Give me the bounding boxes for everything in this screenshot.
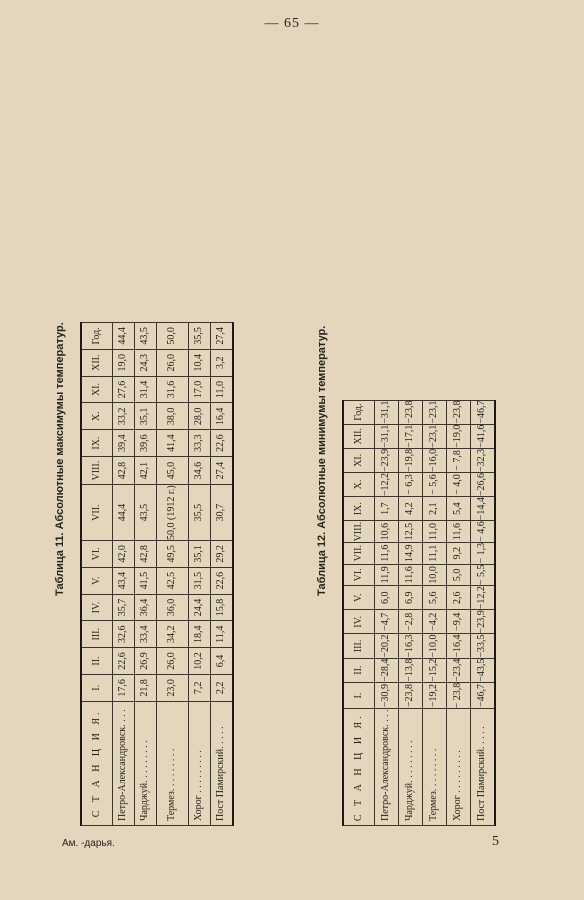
- value-cell: 29,2: [211, 540, 233, 567]
- value-cell: 11,6: [399, 564, 423, 586]
- value-cell: −16,3: [399, 634, 423, 658]
- value-cell: −41,6: [471, 424, 495, 448]
- value-cell: 11,0: [211, 376, 233, 403]
- value-cell: −19,8: [399, 448, 423, 472]
- signature-number: 5: [492, 834, 499, 849]
- table-row: [113, 323, 135, 826]
- value-cell: −20,2: [375, 634, 399, 658]
- table-12-grid: [342, 400, 496, 826]
- station-name: Хорог . . . . . . . . .: [189, 701, 211, 825]
- value-cell: −13,8: [399, 658, 423, 682]
- month-header: XII.: [343, 424, 375, 448]
- value-cell: −32,3: [471, 448, 495, 472]
- value-cell: −15,2: [423, 658, 447, 682]
- station-header: С Т А Н Ц И Я.: [81, 701, 113, 825]
- month-header: II.: [343, 658, 375, 682]
- value-cell: −28,4: [375, 658, 399, 682]
- month-header: XI.: [343, 448, 375, 472]
- value-cell: −17,1: [399, 424, 423, 448]
- value-cell: 43,4: [113, 567, 135, 594]
- value-cell: − 4,6: [471, 521, 495, 543]
- value-cell: 19,0: [113, 349, 135, 376]
- value-cell: − 7,8: [447, 448, 471, 472]
- table-row: [447, 400, 471, 825]
- table-row: [399, 400, 423, 825]
- value-cell: 33,4: [135, 621, 157, 648]
- value-cell: 17,6: [113, 674, 135, 701]
- value-cell: − 5,6: [423, 472, 447, 496]
- value-cell: −16,4: [447, 634, 471, 658]
- month-header: X.: [343, 472, 375, 496]
- value-cell: 11,9: [375, 564, 399, 586]
- value-cell: −31,1: [375, 424, 399, 448]
- station-name: Термез. . . . . . . . .: [157, 701, 189, 825]
- value-cell: −12,2: [471, 586, 495, 610]
- value-cell: 34,6: [189, 457, 211, 485]
- value-cell: 42,0: [113, 540, 135, 567]
- month-header: VI.: [81, 540, 113, 567]
- value-cell: 24,4: [189, 594, 211, 621]
- month-header: XI.: [81, 376, 113, 403]
- value-cell: 11,1: [423, 542, 447, 564]
- value-cell: 11,6: [447, 521, 471, 543]
- month-header: V.: [343, 586, 375, 610]
- value-cell: − 5,5: [471, 564, 495, 586]
- value-cell: −23,9: [375, 448, 399, 472]
- value-cell: 11,0: [423, 521, 447, 543]
- value-cell: − 1,3: [471, 542, 495, 564]
- value-cell: −33,5: [471, 634, 495, 658]
- value-cell: −43,5: [471, 658, 495, 682]
- value-cell: 35,1: [189, 540, 211, 567]
- value-cell: 28,0: [189, 403, 211, 430]
- table-11-caption: Таблица 11. Абсолютные максимумы температур.: [54, 322, 66, 596]
- value-cell: −12,2: [375, 472, 399, 496]
- value-cell: 45,0: [157, 457, 189, 485]
- value-cell: 4,2: [399, 497, 423, 521]
- value-cell: 10,6: [375, 521, 399, 543]
- value-cell: 24,3: [135, 349, 157, 376]
- value-cell: 22,6: [211, 567, 233, 594]
- value-cell: 49,5: [157, 540, 189, 567]
- value-cell: 39,4: [113, 430, 135, 457]
- value-cell: 44,4: [113, 485, 135, 541]
- month-header: IX.: [81, 430, 113, 457]
- table-11-grid: [80, 322, 234, 826]
- value-cell: −16,0: [423, 448, 447, 472]
- station-name: Чарджуй. . . . . . . . .: [399, 709, 423, 826]
- value-cell: −30,9: [375, 682, 399, 709]
- value-cell: 42,5: [157, 567, 189, 594]
- value-cell: 31,4: [135, 376, 157, 403]
- value-cell: 11,4: [211, 621, 233, 648]
- value-cell: − 4,0: [447, 472, 471, 496]
- value-cell: 17,0: [189, 376, 211, 403]
- value-cell: 42,1: [135, 457, 157, 485]
- month-header: II.: [81, 648, 113, 675]
- value-cell: 50,0 (1912 г.): [157, 485, 189, 541]
- station-name: Хорог . . . . . . . . .: [447, 709, 471, 826]
- station-name: Петро-Александровск. . . .: [375, 709, 399, 826]
- value-cell: 6,9: [399, 586, 423, 610]
- value-cell: 9,2: [447, 542, 471, 564]
- value-cell: 23,0: [157, 674, 189, 701]
- value-cell: 2,2: [211, 674, 233, 701]
- table-row: [135, 323, 157, 826]
- value-cell: −46,7: [471, 682, 495, 709]
- month-header: III.: [343, 634, 375, 658]
- table-row: [471, 400, 495, 825]
- table-row: [211, 323, 233, 826]
- table-row: [375, 400, 399, 825]
- station-name: Пост Памирский. . . . .: [211, 701, 233, 825]
- value-cell: 7,2: [189, 674, 211, 701]
- value-cell: 36,4: [135, 594, 157, 621]
- value-cell: 1,7: [375, 497, 399, 521]
- value-cell: −14,4: [471, 497, 495, 521]
- value-cell: 27,4: [211, 323, 233, 350]
- value-cell: −9,4: [447, 610, 471, 634]
- value-cell: 10,2: [189, 648, 211, 675]
- footer-note: Ам. -дарья.: [62, 838, 115, 849]
- value-cell: 11,6: [375, 542, 399, 564]
- value-cell: 27,6: [113, 376, 135, 403]
- station-name: Чарджуй. . . . . . . . .: [135, 701, 157, 825]
- value-cell: −4,7: [375, 610, 399, 634]
- value-cell: 50,0: [157, 323, 189, 350]
- station-name: Петро-Александровск. . . .: [113, 701, 135, 825]
- page-number: — 65 —: [264, 16, 320, 31]
- value-cell: 44,4: [113, 323, 135, 350]
- table-12-caption: Таблица 12. Абсолютные минимумы температур.: [316, 325, 328, 596]
- value-cell: 15,8: [211, 594, 233, 621]
- value-cell: 10,0: [423, 564, 447, 586]
- month-header: X.: [81, 403, 113, 430]
- value-cell: 5,4: [447, 497, 471, 521]
- value-cell: 42,8: [113, 457, 135, 485]
- value-cell: −4,2: [423, 610, 447, 634]
- value-cell: 35,5: [189, 323, 211, 350]
- value-cell: −46,7: [471, 400, 495, 424]
- value-cell: 30,7: [211, 485, 233, 541]
- value-cell: 33,2: [113, 403, 135, 430]
- station-header: С Т А Н Ц И Я.: [343, 709, 375, 826]
- month-header: IV.: [343, 610, 375, 634]
- month-header: XII.: [81, 349, 113, 376]
- value-cell: −2,8: [399, 610, 423, 634]
- value-cell: 5,6: [423, 586, 447, 610]
- value-cell: 3,2: [211, 349, 233, 376]
- value-cell: 12,5: [399, 521, 423, 543]
- value-cell: 31,6: [157, 376, 189, 403]
- month-header: V.: [81, 567, 113, 594]
- value-cell: 5,0: [447, 564, 471, 586]
- value-cell: 26,0: [157, 648, 189, 675]
- value-cell: 26,9: [135, 648, 157, 675]
- value-cell: 10,4: [189, 349, 211, 376]
- value-cell: 2,6: [447, 586, 471, 610]
- value-cell: 41,5: [135, 567, 157, 594]
- month-header: VIII.: [343, 521, 375, 543]
- table-12: [316, 325, 496, 826]
- table-row: [189, 323, 211, 826]
- value-cell: 22,6: [211, 430, 233, 457]
- value-cell: 6,0: [375, 586, 399, 610]
- month-header: VI.: [343, 564, 375, 586]
- value-cell: 33,3: [189, 430, 211, 457]
- value-cell: −23,9: [471, 610, 495, 634]
- value-cell: −19,2: [423, 682, 447, 709]
- value-cell: 22,6: [113, 648, 135, 675]
- table-row: [423, 400, 447, 825]
- value-cell: − 23,8: [447, 682, 471, 709]
- value-cell: 38,0: [157, 403, 189, 430]
- value-cell: −26,6: [471, 472, 495, 496]
- month-header: Год.: [81, 323, 113, 350]
- table-11: [54, 322, 234, 826]
- value-cell: 27,4: [211, 457, 233, 485]
- month-header: IV.: [81, 594, 113, 621]
- value-cell: 31,5: [189, 567, 211, 594]
- value-cell: −31,1: [375, 400, 399, 424]
- value-cell: 36,0: [157, 594, 189, 621]
- value-cell: − 6,3: [399, 472, 423, 496]
- value-cell: 14,9: [399, 542, 423, 564]
- month-header: I.: [81, 674, 113, 701]
- station-name: Пост Памирский. . . . .: [471, 709, 495, 826]
- table-row: [157, 323, 189, 826]
- value-cell: 35,7: [113, 594, 135, 621]
- value-cell: 6,4: [211, 648, 233, 675]
- value-cell: 34,2: [157, 621, 189, 648]
- value-cell: 43,5: [135, 485, 157, 541]
- value-cell: 2,1: [423, 497, 447, 521]
- value-cell: −23,8: [447, 400, 471, 424]
- month-header: IX.: [343, 497, 375, 521]
- value-cell: 39,6: [135, 430, 157, 457]
- value-cell: −10,0: [423, 634, 447, 658]
- value-cell: 21,8: [135, 674, 157, 701]
- value-cell: −23,4: [447, 658, 471, 682]
- value-cell: 41,4: [157, 430, 189, 457]
- month-header: VIII.: [81, 457, 113, 485]
- value-cell: −23,8: [399, 682, 423, 709]
- value-cell: 35,1: [135, 403, 157, 430]
- value-cell: 32,6: [113, 621, 135, 648]
- month-header: Год.: [343, 400, 375, 424]
- value-cell: 18,4: [189, 621, 211, 648]
- value-cell: 43,5: [135, 323, 157, 350]
- month-header: I.: [343, 682, 375, 709]
- value-cell: −23,1: [423, 424, 447, 448]
- month-header: VII.: [343, 542, 375, 564]
- value-cell: 35,5: [189, 485, 211, 541]
- value-cell: −23,8: [399, 400, 423, 424]
- value-cell: −23,1: [423, 400, 447, 424]
- station-name: Термез. . . . . . . . .: [423, 709, 447, 826]
- month-header: VII.: [81, 485, 113, 541]
- value-cell: −19,0: [447, 424, 471, 448]
- value-cell: 16,4: [211, 403, 233, 430]
- value-cell: 26,0: [157, 349, 189, 376]
- value-cell: 42,8: [135, 540, 157, 567]
- month-header: III.: [81, 621, 113, 648]
